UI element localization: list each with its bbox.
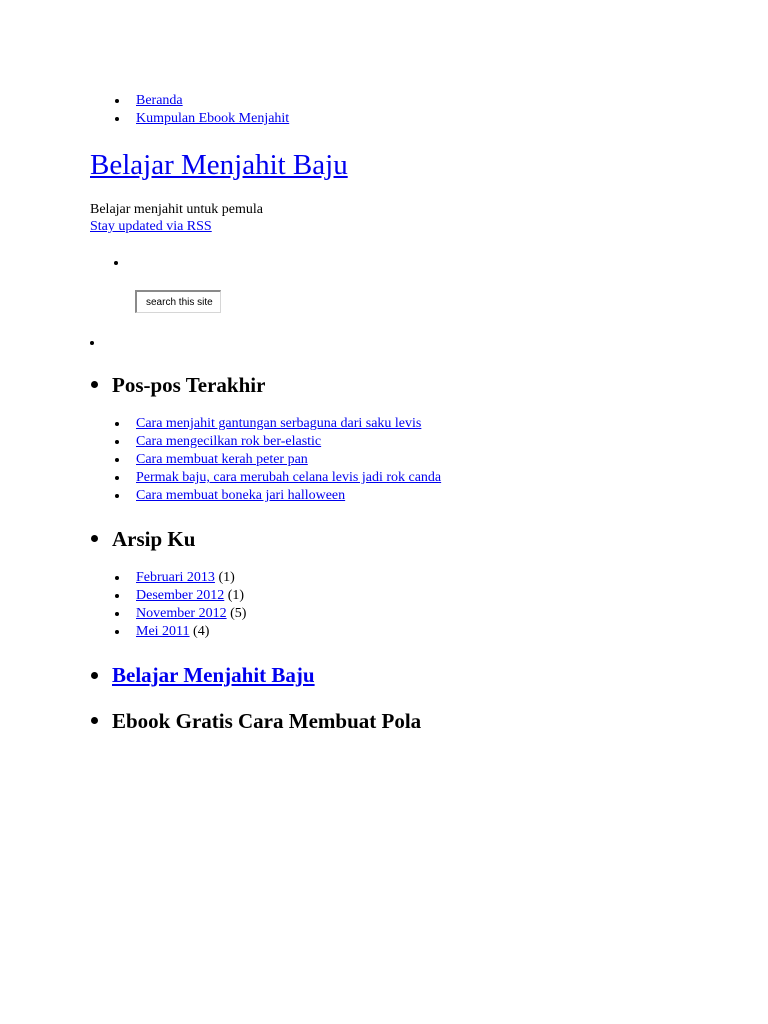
- blog-link[interactable]: Belajar Menjahit Baju: [112, 663, 315, 687]
- list-bullet: [115, 440, 119, 444]
- search-input[interactable]: [135, 290, 221, 313]
- site-title: [90, 146, 348, 184]
- recent-post-link[interactable]: Permak baju, cara merubah celana levis jadi rok canda: [136, 470, 442, 485]
- recent-posts-title: Pos-pos Terakhir: [112, 373, 266, 397]
- list-item: [136, 451, 308, 469]
- list-bullet: [115, 576, 119, 580]
- rss-link[interactable]: Stay updated via RSS: [90, 219, 212, 234]
- nav-link-beranda[interactable]: Beranda: [136, 93, 183, 108]
- archive-link[interactable]: Desember 2012: [136, 588, 225, 603]
- list-bullet: [115, 630, 119, 634]
- list-bullet: [115, 117, 119, 121]
- list-bullet: [115, 494, 119, 498]
- ebook-title: Ebook Gratis Cara Membuat Pola: [112, 709, 422, 733]
- widget-bullet: [91, 717, 98, 724]
- archive-count: (1): [227, 588, 245, 603]
- widget-bullet: [91, 535, 98, 542]
- recent-post-link[interactable]: Cara menjahit gantungan serbaguna dari saku levis: [136, 416, 422, 431]
- recent-post-link[interactable]: Cara mengecilkan rok ber-elastic: [136, 434, 322, 449]
- archive-link[interactable]: November 2012: [136, 606, 227, 621]
- list-bullet: [115, 476, 119, 480]
- list-item: [136, 487, 345, 505]
- site-title-link[interactable]: Belajar Menjahit Baju: [90, 149, 348, 181]
- list-item: [136, 415, 421, 433]
- list-bullet: [115, 458, 119, 462]
- archive-count: (4): [193, 624, 210, 639]
- archive-link[interactable]: Februari 2013: [136, 570, 215, 585]
- list-item: [136, 569, 235, 587]
- widget-bullet: [91, 381, 98, 388]
- nav-item-kumpulan-ebook: [136, 110, 289, 128]
- nav-item-beranda: [136, 92, 183, 110]
- archives-title: Arsip Ku: [112, 527, 196, 551]
- archive-link[interactable]: Mei 2011: [136, 624, 190, 639]
- list-item: [136, 605, 246, 623]
- site-tagline: Belajar menjahit untuk pemula: [90, 202, 264, 217]
- archive-count: (5): [230, 606, 247, 621]
- list-bullet: [115, 612, 119, 616]
- recent-post-link[interactable]: Cara membuat kerah peter pan: [136, 452, 308, 467]
- list-item: [136, 623, 209, 641]
- list-bullet: [114, 261, 118, 265]
- list-bullet: [90, 341, 94, 345]
- blog-link-title: [112, 662, 315, 688]
- archive-count: (1): [218, 570, 235, 585]
- list-bullet: [115, 422, 119, 426]
- widget-bullet: [91, 672, 98, 679]
- list-item: [136, 587, 244, 605]
- list-bullet: [115, 99, 119, 103]
- list-item: [136, 469, 441, 487]
- list-item: [136, 433, 321, 451]
- nav-link-kumpulan-ebook[interactable]: Kumpulan Ebook Menjahit: [136, 111, 290, 126]
- list-bullet: [115, 594, 119, 598]
- recent-post-link[interactable]: Cara membuat boneka jari halloween: [136, 488, 346, 503]
